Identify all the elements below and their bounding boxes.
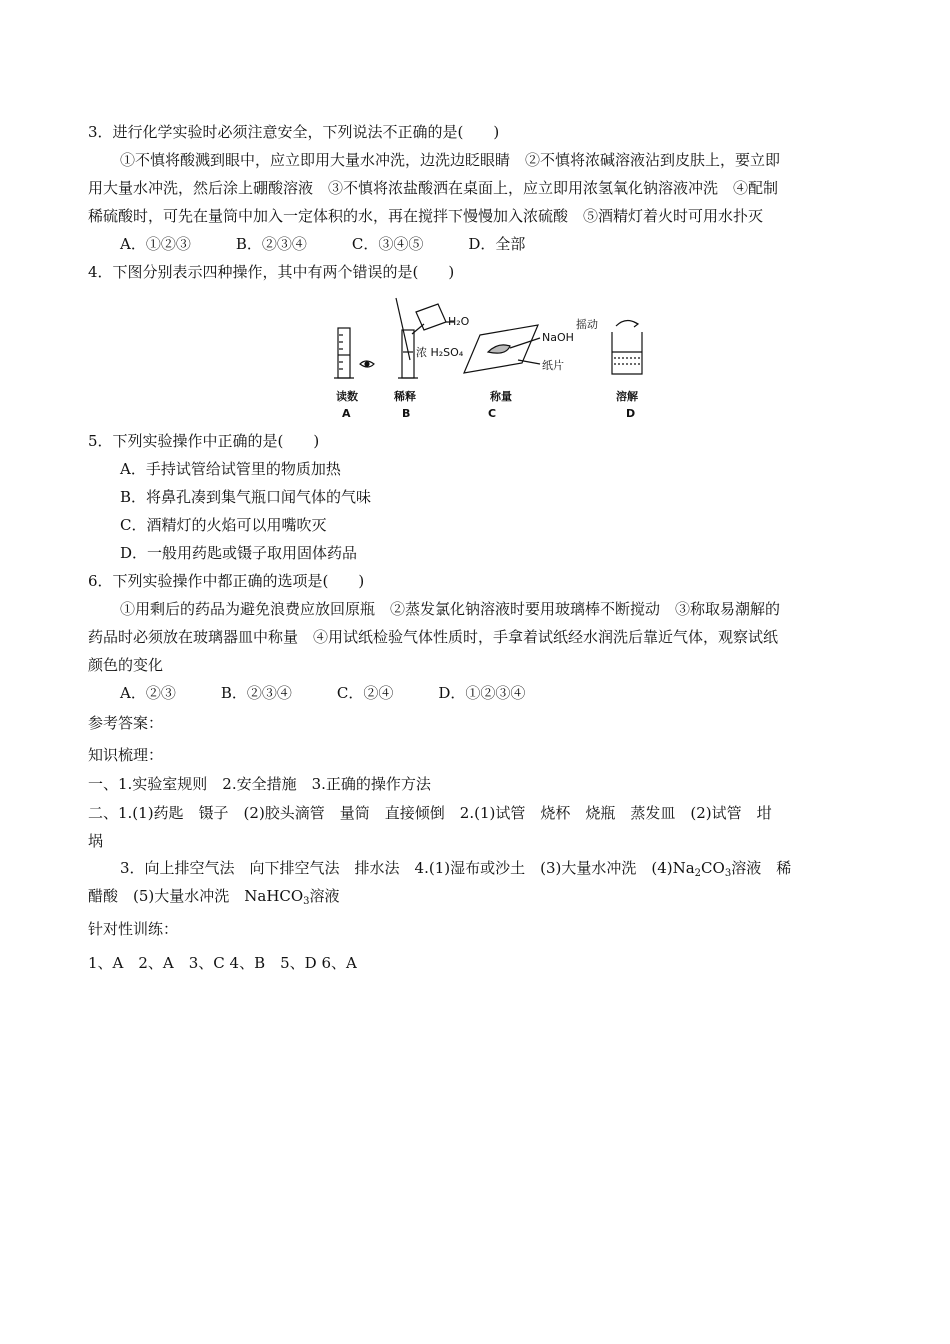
letter-d: D: [626, 407, 636, 420]
q5-stem: 5．下列实验操作中正确的是( ): [88, 432, 320, 450]
answer-line3: 埚: [88, 832, 104, 850]
letter-b: B: [402, 407, 411, 420]
q5-option-b: B．将鼻孔凑到集气瓶口闻气体的气味: [120, 488, 372, 506]
answer-line5: 醋酸 (5)大量水冲洗 NaHCO$_3$溶液: [88, 887, 340, 907]
label-h2o: H₂O: [448, 315, 470, 328]
knowledge-heading: 知识梳理：: [88, 746, 164, 764]
letter-a: A: [342, 407, 351, 420]
answer-line2: 二、1.(1)药匙 镊子 (2)胶头滴管 量筒 直接倾倒 2.(1)试管 烧杯 烧瓶 蒸发皿 (2)试管 坩: [88, 804, 772, 822]
q5-option-d: D．一般用药匙或镊子取用固体药品: [120, 544, 358, 562]
answer-line1: 一、1.实验室规则 2.安全措施 3.正确的操作方法: [88, 775, 431, 793]
label-naoh: NaOH: [542, 331, 574, 344]
q6-body-line1: ①用剩后的药品为避免浪费应放回原瓶 ②蒸发氯化钠溶液时要用玻璃棒不断搅动 ③称取易潮解的: [120, 600, 781, 618]
q6-body-line3: 颜色的变化: [88, 656, 164, 674]
letter-c: C: [488, 407, 497, 420]
caption-c: 称量: [490, 390, 512, 403]
caption-a: 读数: [336, 390, 358, 403]
caption-b: 稀释: [394, 390, 416, 403]
q3-body-line1: ①不慎将酸溅到眼中，应立即用大量水冲洗，边洗边眨眼睛 ②不慎将浓碱溶液沾到皮肤上，要立即: [120, 151, 781, 169]
label-h2so4: 浓 H₂SO₄: [416, 346, 464, 359]
answers-heading: 参考答案：: [88, 714, 164, 732]
cylinder-reading-drawing: [334, 328, 374, 378]
q4-stem: 4．下图分别表示四种操作，其中有两个错误的是( ): [88, 263, 455, 281]
caption-d: 溶解: [616, 390, 638, 403]
q6-options: A．②③ B．②③④ C．②④ D．①②③④: [120, 684, 526, 702]
q3-stem: 3．进行化学实验时必须注意安全，下列说法不正确的是( ): [88, 123, 500, 141]
q5-option-a: A．手持试管给试管里的物质加热: [120, 460, 341, 478]
dissolving-beaker-drawing: [612, 320, 642, 374]
q6-body-line2: 药品时必须放在玻璃器皿中称量 ④用试纸检验气体性质时，手拿着试纸经水润洗后靠近气体，观察试纸: [88, 628, 779, 646]
training-heading: 针对性训练：: [88, 920, 179, 938]
answer-line4: 3．向上排空气法 向下排空气法 排水法 4.(1)湿布或沙土 (3)大量水冲洗 $(4)Na_2CO_3$溶液 稀: [120, 859, 792, 879]
lab-operations-figure: [330, 290, 650, 425]
label-shake: 摇动: [576, 318, 598, 331]
training-keys: 1、A 2、A 3、C 4、B 5、D 6、A: [88, 954, 357, 972]
q3-options: A．①②③ B．②③④ C．③④⑤ D．全部: [120, 235, 526, 253]
q3-body-line2: 用大量水冲洗，然后涂上硼酸溶液 ③不慎将浓盐酸洒在桌面上，应立即用浓氢氧化钠溶液冲洗 ④配制: [88, 179, 779, 197]
label-paper: 纸片: [542, 359, 564, 372]
q6-stem: 6．下列实验操作中都正确的选项是( ): [88, 572, 365, 590]
q3-body-line3: 稀硫酸时，可先在量筒中加入一定体积的水，再在搅拌下慢慢加入浓硫酸 ⑤酒精灯着火时可用水扑灭: [88, 207, 764, 225]
q5-option-c: C．酒精灯的火焰可以用嘴吹灭: [120, 516, 327, 534]
weighing-drawing: [464, 325, 540, 373]
dilution-drawing: [396, 298, 454, 378]
